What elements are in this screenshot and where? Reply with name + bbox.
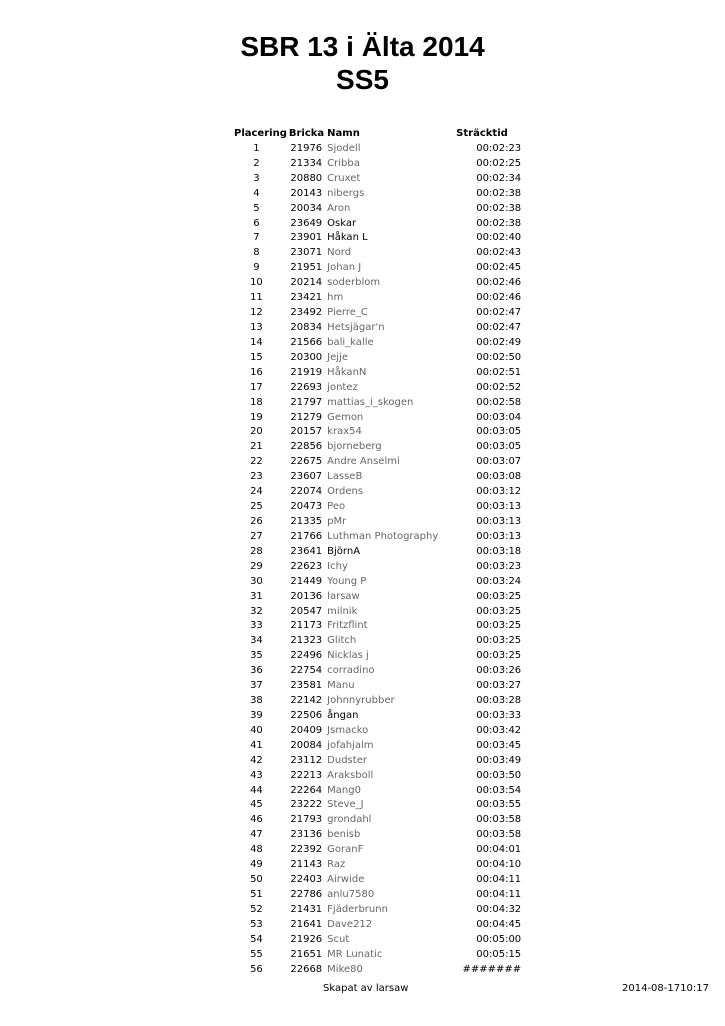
cell-bricka: 21173 (290, 620, 323, 632)
cell-stracktid: 00:03:42 (476, 724, 522, 736)
table-row (226, 411, 521, 426)
cell-stracktid: 00:03:25 (476, 605, 522, 617)
table-row (226, 470, 521, 485)
cell-bricka: 22675 (290, 456, 323, 468)
footer-created-by: Skapat av larsaw (323, 983, 409, 994)
cell-namn: Cribba (327, 157, 360, 169)
cell-placering: 30 (250, 575, 263, 587)
cell-placering: 15 (250, 351, 263, 363)
cell-placering: 21 (250, 441, 263, 453)
table-row (226, 440, 521, 455)
cell-bricka: 20547 (290, 605, 323, 617)
cell-namn: Luthman Photography (327, 530, 439, 542)
cell-placering: 49 (250, 859, 263, 871)
cell-namn: Airwide (327, 874, 365, 886)
table-row (226, 142, 521, 157)
cell-placering: 33 (250, 620, 263, 632)
cell-bricka: 22496 (290, 650, 323, 662)
cell-stracktid: 00:02:40 (476, 232, 522, 244)
cell-placering: 48 (250, 844, 263, 856)
cell-bricka: 22856 (290, 441, 323, 453)
cell-namn: MR Lunatic (327, 948, 383, 960)
table-row (226, 769, 521, 784)
cell-placering: 53 (250, 918, 263, 930)
cell-bricka: 21641 (290, 918, 323, 930)
cell-placering: 12 (250, 307, 263, 319)
cell-namn: LasseB (327, 471, 363, 483)
cell-bricka: 23901 (290, 232, 323, 244)
cell-namn: Andre Anselmi (327, 456, 400, 468)
table-row (226, 545, 521, 560)
cell-placering: 27 (250, 530, 263, 542)
table-row (226, 276, 521, 291)
cell-stracktid: 00:03:58 (476, 814, 522, 826)
cell-bricka: 22786 (290, 889, 323, 901)
table-row (226, 381, 521, 396)
header-stracktid: Sträcktid (456, 128, 508, 139)
cell-namn: Jsmacko (327, 724, 369, 736)
table-row (226, 455, 521, 470)
cell-stracktid: 00:03:04 (476, 411, 522, 423)
table-row (226, 739, 521, 754)
cell-namn: Araksboll (327, 769, 374, 781)
cell-namn: Oskar (327, 217, 357, 229)
cell-bricka: 21651 (290, 948, 323, 960)
cell-placering: 17 (250, 381, 263, 393)
cell-placering: 16 (250, 366, 263, 378)
table-row (226, 306, 521, 321)
cell-placering: 10 (250, 277, 263, 289)
cell-placering: 7 (253, 232, 260, 244)
cell-stracktid: 00:05:00 (476, 933, 522, 945)
table-row (226, 888, 521, 903)
table-row (226, 485, 521, 500)
cell-stracktid: 00:02:50 (476, 351, 522, 363)
cell-namn: Johnnyrubber (327, 695, 395, 707)
header-namn: Namn (327, 128, 360, 139)
table-row (226, 172, 521, 187)
table-row (226, 798, 521, 813)
cell-bricka: 22693 (290, 381, 323, 393)
table-row (226, 843, 521, 858)
cell-placering: 39 (250, 709, 263, 721)
table-row (226, 724, 521, 739)
cell-bricka: 22754 (290, 665, 323, 677)
cell-namn: BjörnA (327, 545, 361, 557)
cell-stracktid: 00:03:25 (476, 650, 522, 662)
cell-placering: 28 (250, 545, 263, 557)
table-row (226, 679, 521, 694)
cell-namn: GoranF (327, 844, 364, 856)
cell-bricka: 21976 (290, 142, 323, 154)
cell-stracktid: ####### (462, 963, 522, 975)
cell-placering: 32 (250, 605, 263, 617)
cell-stracktid: 00:03:24 (476, 575, 522, 587)
table-row (226, 202, 521, 217)
table-row (226, 634, 521, 649)
table-row (226, 425, 521, 440)
cell-namn: Peo (327, 501, 346, 513)
cell-bricka: 22142 (290, 695, 323, 707)
table-row (226, 231, 521, 246)
cell-placering: 23 (250, 471, 263, 483)
page-title: SBR 13 i Älta 2014 (240, 31, 485, 62)
table-row (226, 605, 521, 620)
cell-namn: larsaw (327, 590, 360, 602)
cell-bricka: 21431 (290, 903, 323, 915)
cell-stracktid: 00:03:49 (476, 754, 522, 766)
table-row (226, 590, 521, 605)
cell-namn: nibergs (327, 187, 365, 199)
cell-namn: Raz (327, 859, 346, 871)
cell-placering: 46 (250, 814, 263, 826)
cell-namn: corradino (327, 665, 375, 677)
cell-stracktid: 00:03:08 (476, 471, 522, 483)
table-row (226, 918, 521, 933)
cell-placering: 3 (253, 172, 260, 184)
cell-bricka: 20157 (290, 426, 323, 438)
table-row (226, 217, 521, 232)
cell-bricka: 21566 (290, 336, 323, 348)
cell-namn: jontez (327, 381, 358, 393)
cell-placering: 47 (250, 829, 263, 841)
cell-stracktid: 00:02:34 (476, 172, 522, 184)
cell-stracktid: 00:02:25 (476, 157, 522, 169)
cell-placering: 11 (250, 292, 263, 304)
cell-stracktid: 00:02:47 (476, 307, 522, 319)
cell-placering: 26 (250, 515, 263, 527)
table-row (226, 963, 521, 978)
cell-bricka: 23421 (290, 292, 323, 304)
cell-placering: 2 (253, 157, 260, 169)
cell-namn: Johan J (327, 262, 362, 274)
cell-bricka: 23136 (290, 829, 323, 841)
cell-stracktid: 00:03:12 (476, 486, 522, 498)
cell-namn: Young P (327, 575, 367, 587)
cell-stracktid: 00:03:33 (476, 709, 522, 721)
cell-namn: ångan (327, 709, 359, 721)
cell-stracktid: 00:03:26 (476, 665, 522, 677)
cell-placering: 5 (253, 202, 260, 214)
cell-stracktid: 00:02:47 (476, 321, 522, 333)
cell-namn: Aron (327, 202, 351, 214)
table-row (226, 351, 521, 366)
cell-bricka: 20473 (290, 501, 323, 513)
cell-namn: krax54 (327, 426, 362, 438)
cell-bricka: 21279 (290, 411, 323, 423)
cell-bricka: 20136 (290, 590, 323, 602)
table-row (226, 813, 521, 828)
table-row (226, 828, 521, 843)
cell-stracktid: 00:02:23 (476, 142, 522, 154)
cell-bricka: 21335 (290, 515, 323, 527)
cell-placering: 13 (250, 321, 263, 333)
cell-stracktid: 00:02:46 (476, 292, 522, 304)
table-row (226, 709, 521, 724)
cell-stracktid: 00:02:46 (476, 277, 522, 289)
table-row (226, 560, 521, 575)
cell-placering: 20 (250, 426, 263, 438)
cell-namn: Sjodell (327, 142, 361, 154)
cell-stracktid: 00:04:01 (476, 844, 522, 856)
table-row (226, 858, 521, 873)
cell-stracktid: 00:04:11 (476, 889, 522, 901)
table-row (226, 515, 521, 530)
cell-namn: pMr (327, 515, 347, 527)
header-bricka: Bricka (288, 128, 325, 139)
table-row (226, 187, 521, 202)
table-header-row (226, 127, 521, 142)
cell-stracktid: 00:03:13 (476, 530, 522, 542)
cell-bricka: 23112 (290, 754, 323, 766)
cell-namn: Fjäderbrunn (327, 903, 388, 915)
cell-namn: Ichy (327, 560, 348, 572)
cell-placering: 50 (250, 874, 263, 886)
cell-placering: 43 (250, 769, 263, 781)
cell-stracktid: 00:02:52 (476, 381, 522, 393)
cell-bricka: 21793 (290, 814, 323, 826)
cell-stracktid: 00:02:38 (476, 217, 522, 229)
cell-namn: Gemon (327, 411, 364, 423)
table-row (226, 649, 521, 664)
cell-placering: 31 (250, 590, 263, 602)
results-body (226, 142, 521, 978)
cell-stracktid: 00:03:13 (476, 501, 522, 513)
cell-stracktid: 00:03:25 (476, 635, 522, 647)
cell-stracktid: 00:03:45 (476, 739, 522, 751)
cell-namn: HåkanN (327, 366, 367, 378)
cell-namn: hm (327, 292, 344, 304)
cell-namn: Ordens (327, 486, 364, 498)
cell-bricka: 20880 (290, 172, 323, 184)
cell-bricka: 21926 (290, 933, 323, 945)
cell-placering: 22 (250, 456, 263, 468)
cell-namn: Nord (327, 247, 352, 259)
table-row (226, 575, 521, 590)
cell-namn: mattias_i_skogen (327, 396, 414, 408)
cell-bricka: 22213 (290, 769, 323, 781)
cell-bricka: 23649 (290, 217, 323, 229)
cell-namn: Dave212 (327, 918, 373, 930)
cell-placering: 35 (250, 650, 263, 662)
cell-bricka: 21951 (290, 262, 323, 274)
cell-placering: 56 (250, 963, 263, 975)
cell-placering: 44 (250, 784, 263, 796)
cell-stracktid: 00:03:58 (476, 829, 522, 841)
cell-bricka: 23641 (290, 545, 323, 557)
cell-namn: Steve_J (327, 799, 364, 811)
cell-namn: Jejje (327, 351, 348, 363)
table-row (226, 530, 521, 545)
cell-placering: 41 (250, 739, 263, 751)
cell-bricka: 21449 (290, 575, 323, 587)
table-row (226, 933, 521, 948)
cell-bricka: 21766 (290, 530, 323, 542)
cell-namn: Mike80 (327, 963, 363, 975)
cell-namn: Nicklas j (327, 650, 369, 662)
cell-stracktid: 00:03:55 (476, 799, 522, 811)
cell-bricka: 22623 (290, 560, 323, 572)
cell-stracktid: 00:04:45 (476, 918, 522, 930)
cell-bricka: 23492 (290, 307, 323, 319)
cell-placering: 54 (250, 933, 263, 945)
table-row (226, 157, 521, 172)
cell-namn: soderblom (327, 277, 381, 289)
table-row (226, 366, 521, 381)
cell-bricka: 20143 (290, 187, 323, 199)
cell-bricka: 23071 (290, 247, 323, 259)
table-row (226, 291, 521, 306)
cell-namn: Scut (327, 933, 350, 945)
cell-stracktid: 00:02:43 (476, 247, 522, 259)
table-row (226, 873, 521, 888)
cell-stracktid: 00:03:50 (476, 769, 522, 781)
cell-bricka: 23607 (290, 471, 323, 483)
cell-stracktid: 00:03:05 (476, 441, 522, 453)
cell-stracktid: 00:03:25 (476, 590, 522, 602)
cell-stracktid: 00:03:13 (476, 515, 522, 527)
cell-namn: grondahl (327, 814, 372, 826)
cell-bricka: 20300 (290, 351, 323, 363)
cell-stracktid: 00:03:25 (476, 620, 522, 632)
cell-stracktid: 00:03:05 (476, 426, 522, 438)
table-row (226, 948, 521, 963)
cell-stracktid: 00:02:58 (476, 396, 522, 408)
cell-bricka: 20834 (290, 321, 323, 333)
cell-namn: Pierre_C (327, 307, 368, 319)
cell-bricka: 23222 (290, 799, 323, 811)
cell-namn: benisb (327, 829, 361, 841)
cell-placering: 55 (250, 948, 263, 960)
cell-bricka: 22506 (290, 709, 323, 721)
cell-bricka: 22392 (290, 844, 323, 856)
cell-stracktid: 00:03:07 (476, 456, 522, 468)
cell-placering: 42 (250, 754, 263, 766)
results-table (226, 127, 521, 978)
cell-placering: 51 (250, 889, 263, 901)
cell-placering: 4 (253, 187, 260, 199)
cell-bricka: 22264 (290, 784, 323, 796)
header-placering: Placering (234, 128, 287, 139)
cell-namn: Manu (327, 680, 355, 692)
cell-bricka: 22668 (290, 963, 323, 975)
cell-placering: 19 (250, 411, 263, 423)
table-row (226, 396, 521, 411)
cell-placering: 37 (250, 680, 263, 692)
cell-bricka: 21323 (290, 635, 323, 647)
cell-stracktid: 00:04:32 (476, 903, 522, 915)
cell-namn: Fritzflint (327, 620, 368, 632)
footer-timestamp: 2014-08-1710:17 (622, 983, 709, 994)
cell-placering: 52 (250, 903, 263, 915)
cell-bricka: 20214 (290, 277, 323, 289)
cell-placering: 34 (250, 635, 263, 647)
cell-placering: 9 (253, 262, 260, 274)
cell-placering: 8 (253, 247, 260, 259)
cell-stracktid: 00:02:51 (476, 366, 522, 378)
cell-namn: bali_kalle (327, 336, 374, 348)
cell-placering: 24 (250, 486, 263, 498)
cell-bricka: 21143 (290, 859, 323, 871)
table-row (226, 754, 521, 769)
table-row (226, 261, 521, 276)
table-row (226, 246, 521, 261)
cell-namn: milnik (327, 605, 358, 617)
cell-bricka: 21919 (290, 366, 323, 378)
cell-stracktid: 00:03:23 (476, 560, 522, 572)
cell-placering: 45 (250, 799, 263, 811)
cell-namn: jofahjalm (327, 739, 374, 751)
cell-placering: 1 (253, 142, 260, 154)
cell-namn: bjorneberg (327, 441, 382, 453)
table-row (226, 903, 521, 918)
cell-placering: 40 (250, 724, 263, 736)
table-row (226, 500, 521, 515)
cell-placering: 25 (250, 501, 263, 513)
cell-namn: Dudster (327, 754, 367, 766)
cell-stracktid: 00:03:18 (476, 545, 522, 557)
table-row (226, 321, 521, 336)
table-row (226, 336, 521, 351)
cell-namn: Glitch (327, 635, 357, 647)
cell-stracktid: 00:03:54 (476, 784, 522, 796)
cell-bricka: 21334 (290, 157, 323, 169)
cell-bricka: 23581 (290, 680, 323, 692)
cell-stracktid: 00:03:27 (476, 680, 522, 692)
cell-namn: anlu7580 (327, 889, 375, 901)
cell-bricka: 20034 (290, 202, 323, 214)
table-row (226, 694, 521, 709)
cell-stracktid: 00:05:15 (476, 948, 522, 960)
cell-stracktid: 00:02:38 (476, 202, 522, 214)
cell-stracktid: 00:02:45 (476, 262, 522, 274)
table-row (226, 619, 521, 634)
table-row (226, 664, 521, 679)
table-row (226, 784, 521, 799)
cell-namn: Mang0 (327, 784, 361, 796)
cell-stracktid: 00:02:38 (476, 187, 522, 199)
cell-bricka: 22074 (290, 486, 323, 498)
cell-stracktid: 00:02:49 (476, 336, 522, 348)
cell-bricka: 22403 (290, 874, 323, 886)
cell-bricka: 20084 (290, 739, 323, 751)
cell-stracktid: 00:04:10 (476, 859, 522, 871)
cell-namn: Hetsjägar'n (327, 321, 385, 333)
cell-bricka: 21797 (290, 396, 323, 408)
cell-placering: 18 (250, 396, 263, 408)
cell-namn: Håkan L (327, 232, 368, 244)
cell-placering: 36 (250, 665, 263, 677)
cell-stracktid: 00:03:28 (476, 695, 522, 707)
cell-placering: 6 (253, 217, 260, 229)
cell-placering: 38 (250, 695, 263, 707)
cell-namn: Cruxet (327, 172, 361, 184)
cell-stracktid: 00:04:11 (476, 874, 522, 886)
cell-placering: 14 (250, 336, 263, 348)
cell-placering: 29 (250, 560, 263, 572)
page-subtitle: SS5 (336, 64, 389, 95)
cell-bricka: 20409 (290, 724, 323, 736)
